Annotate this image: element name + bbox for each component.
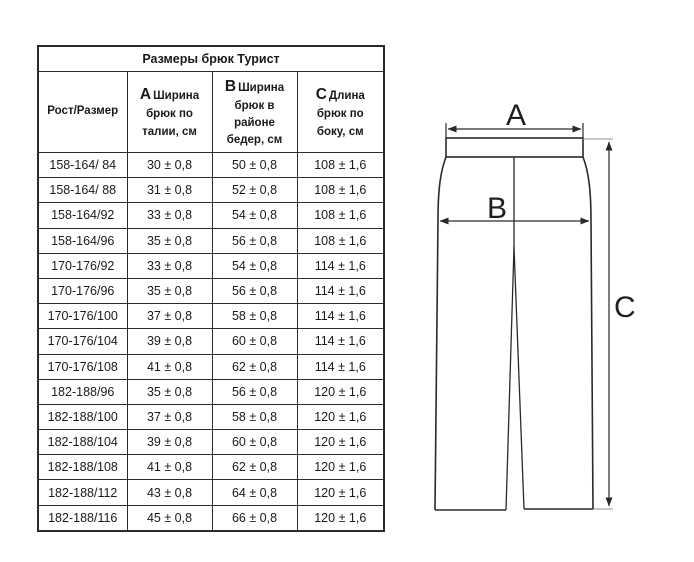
measure-cell: 120 ± 1,6 — [297, 430, 384, 455]
measure-cell: 108 ± 1,6 — [297, 153, 384, 178]
measure-cell: 35 ± 0,8 — [127, 278, 212, 303]
dimension-letter: B — [224, 77, 237, 95]
size-label-cell: 170-176/100 — [38, 304, 127, 329]
table-row — [38, 480, 384, 505]
table-row — [38, 354, 384, 379]
size-label-cell: 170-176/92 — [38, 253, 127, 278]
size-label-cell: 182-188/104 — [38, 430, 127, 455]
size-label-cell: 158-164/ 84 — [38, 153, 127, 178]
size-label-cell: 158-164/92 — [38, 203, 127, 228]
table-header-row — [38, 72, 384, 153]
measure-cell: 54 ± 0,8 — [212, 253, 297, 278]
measure-cell: 39 ± 0,8 — [127, 430, 212, 455]
size-label-cell: 182-188/100 — [38, 404, 127, 429]
label-b: B — [486, 192, 508, 225]
measure-cell: 33 ± 0,8 — [127, 203, 212, 228]
left-inseam — [506, 247, 514, 510]
column-label: Ширина брюк в районе бедер, см — [226, 81, 285, 147]
label-a: A — [505, 99, 527, 132]
right-seam — [583, 157, 593, 509]
table-row — [38, 278, 384, 303]
table-row — [38, 178, 384, 203]
measure-cell: 62 ± 0,8 — [212, 354, 297, 379]
size-label-cell: 182-188/96 — [38, 379, 127, 404]
measure-cell: 43 ± 0,8 — [127, 480, 212, 505]
table-row — [38, 228, 384, 253]
column-header — [212, 72, 297, 153]
measure-cell: 30 ± 0,8 — [127, 153, 212, 178]
size-label-cell: 170-176/96 — [38, 278, 127, 303]
pants-diagram — [430, 95, 670, 535]
table-row — [38, 203, 384, 228]
measure-cell: 108 ± 1,6 — [297, 228, 384, 253]
measure-cell: 60 ± 0,8 — [212, 430, 297, 455]
column-label: Рост/Размер — [47, 105, 119, 118]
size-label-cell: 182-188/108 — [38, 455, 127, 480]
measure-cell: 64 ± 0,8 — [212, 480, 297, 505]
measure-cell: 114 ± 1,6 — [297, 304, 384, 329]
measure-cell: 114 ± 1,6 — [297, 253, 384, 278]
waistband — [446, 138, 583, 157]
measure-cell: 120 ± 1,6 — [297, 480, 384, 505]
measure-cell: 66 ± 0,8 — [212, 505, 297, 531]
table-title: Размеры брюк Турист — [38, 46, 384, 72]
column-header — [297, 72, 384, 153]
size-label-cell: 182-188/116 — [38, 505, 127, 531]
size-label-cell: 182-188/112 — [38, 480, 127, 505]
measure-cell: 114 ± 1,6 — [297, 354, 384, 379]
column-header — [38, 72, 127, 153]
column-header — [127, 72, 212, 153]
measure-cell: 35 ± 0,8 — [127, 379, 212, 404]
column-label: Длина брюк по боку, см — [316, 90, 365, 138]
measure-cell: 114 ± 1,6 — [297, 329, 384, 354]
table-row — [38, 379, 384, 404]
measure-cell: 41 ± 0,8 — [127, 455, 212, 480]
left-seam — [435, 157, 446, 510]
dimension-letter: A — [139, 86, 152, 104]
table-row — [38, 153, 384, 178]
measure-cell: 120 ± 1,6 — [297, 455, 384, 480]
measure-cell: 37 ± 0,8 — [127, 304, 212, 329]
measure-cell: 31 ± 0,8 — [127, 178, 212, 203]
measure-cell: 39 ± 0,8 — [127, 329, 212, 354]
measure-cell: 114 ± 1,6 — [297, 278, 384, 303]
measure-cell: 120 ± 1,6 — [297, 404, 384, 429]
measure-cell: 45 ± 0,8 — [127, 505, 212, 531]
measure-cell: 54 ± 0,8 — [212, 203, 297, 228]
measure-cell: 37 ± 0,8 — [127, 404, 212, 429]
measure-cell: 120 ± 1,6 — [297, 379, 384, 404]
column-label: Ширина брюк по талии, см — [142, 90, 200, 138]
table-title-row — [38, 46, 384, 72]
measure-cell: 58 ± 0,8 — [212, 304, 297, 329]
table-row — [38, 505, 384, 531]
size-table — [37, 45, 385, 532]
table-row — [38, 404, 384, 429]
size-label-cell: 170-176/104 — [38, 329, 127, 354]
table-row — [38, 430, 384, 455]
measure-cell: 52 ± 0,8 — [212, 178, 297, 203]
size-label-cell: 158-164/ 88 — [38, 178, 127, 203]
measure-cell: 41 ± 0,8 — [127, 354, 212, 379]
measure-cell: 33 ± 0,8 — [127, 253, 212, 278]
measure-cell: 58 ± 0,8 — [212, 404, 297, 429]
measure-cell: 56 ± 0,8 — [212, 379, 297, 404]
table-row — [38, 304, 384, 329]
table-row — [38, 329, 384, 354]
measure-cell: 56 ± 0,8 — [212, 228, 297, 253]
measure-cell: 108 ± 1,6 — [297, 203, 384, 228]
right-inseam — [514, 247, 524, 509]
measure-cell: 120 ± 1,6 — [297, 505, 384, 531]
measure-cell: 108 ± 1,6 — [297, 178, 384, 203]
dimension-letter: C — [315, 86, 327, 104]
size-label-cell: 170-176/108 — [38, 354, 127, 379]
table-row — [38, 253, 384, 278]
measure-cell: 35 ± 0,8 — [127, 228, 212, 253]
measure-cell: 62 ± 0,8 — [212, 455, 297, 480]
measure-cell: 60 ± 0,8 — [212, 329, 297, 354]
measure-cell: 56 ± 0,8 — [212, 278, 297, 303]
size-label-cell: 158-164/96 — [38, 228, 127, 253]
table-row — [38, 455, 384, 480]
label-c: C — [614, 291, 636, 324]
measure-cell: 50 ± 0,8 — [212, 153, 297, 178]
